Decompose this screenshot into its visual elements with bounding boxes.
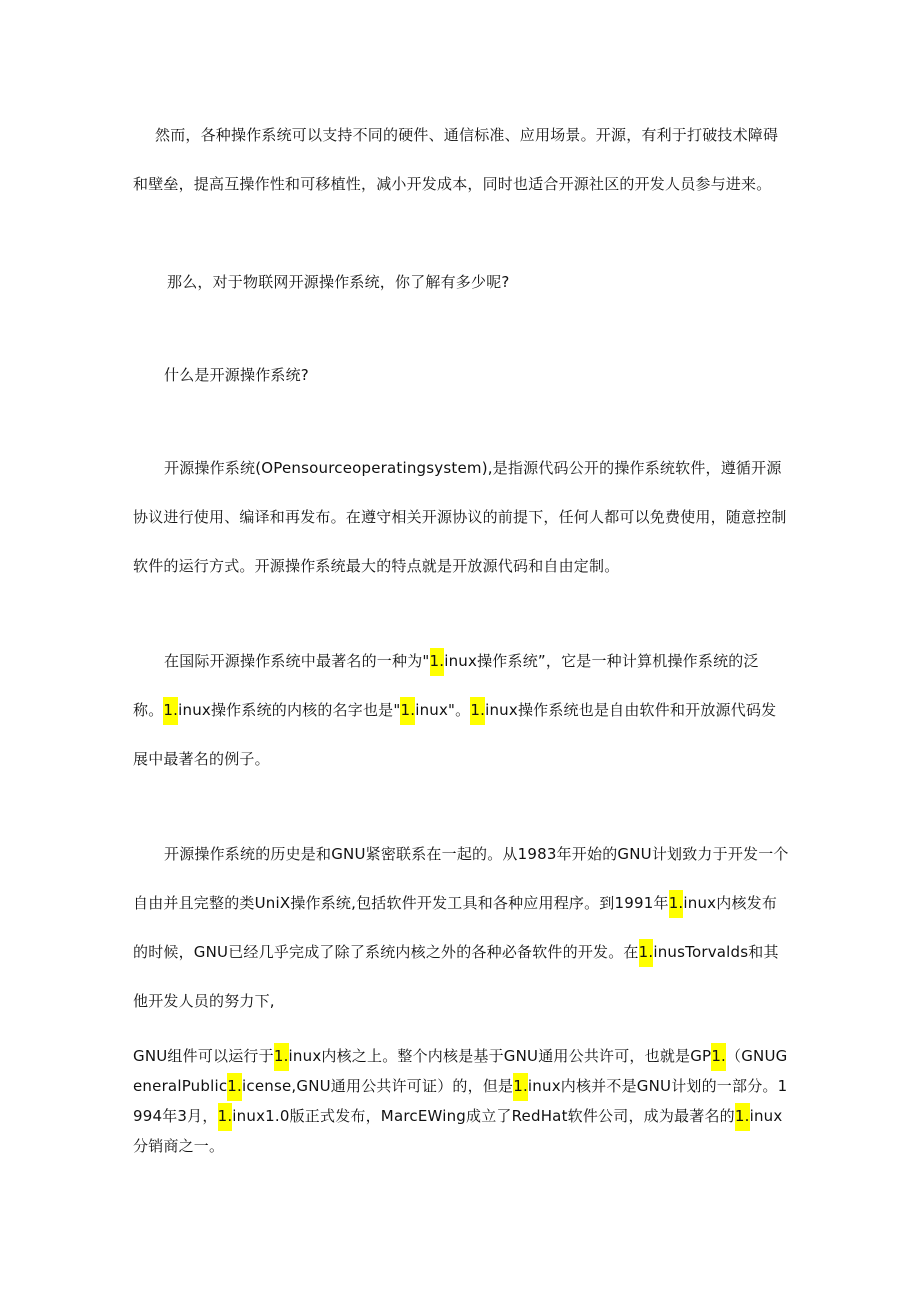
text-segment: inux内核发布的时候，GNU已经几乎完成了除了系统内核之外的各种必备软件的开发。在 (133, 894, 778, 961)
paragraph-gnu-history (133, 830, 789, 1026)
paragraph-open-source-benefits (133, 111, 789, 209)
highlighted-text: 1. (639, 939, 654, 967)
highlighted-text: 1. (430, 648, 445, 676)
highlighted-text: 1. (400, 697, 415, 725)
text-segment: inux内核之上。整个内核是基于GNU通用公共许可，也就是GP (288, 1047, 712, 1065)
paragraph-text: 那么，对于物联网开源操作系统，你了解有多少呢? (167, 273, 510, 291)
highlighted-text: 1. (163, 697, 178, 725)
section-heading-what-is-open-source-os (133, 351, 789, 400)
text-segment: inux1.0版正式发布，MarcEWing成立了RedHat软件公司，成为最著名的 (232, 1107, 735, 1125)
highlighted-text: 1. (227, 1073, 242, 1101)
highlighted-text: 1. (669, 890, 684, 918)
highlighted-text: 1. (470, 697, 485, 725)
paragraph-linux-intro (133, 637, 789, 784)
text-segment: 开源操作系统的历史是和GNU紧密联系在一起的。从1983年开始的GNU计划致力于开发一个自由并且完整的类UniX操作系统,包括软件开发工具和各种应用程序。到1991年 (133, 845, 789, 912)
highlighted-text: 1. (735, 1103, 750, 1131)
paragraph-text: 开源操作系统(OPensourceoperatingsystem),是指源代码公开的操作系统软件，遵循开源协议进行使用、编译和再发布。在遵守相关开源协议的前提下，任何人都可以免费使用，随意控制软件的运行方式。开源操作系统最大的特点就是开放源代码和自由定制。 (133, 459, 787, 575)
text-segment: GNU组件可以运行于 (133, 1047, 274, 1065)
text-segment: 在国际开源操作系统中最著名的一种为" (164, 652, 430, 670)
highlighted-text: 1. (711, 1043, 726, 1071)
paragraph-gnu-license (133, 1041, 789, 1161)
text-segment: inux分销商之一。 (133, 1107, 783, 1155)
text-segment: inux"。 (415, 701, 471, 719)
text-segment: （GNUGeneralPublic (133, 1047, 788, 1095)
highlighted-text: 1. (218, 1103, 233, 1131)
text-segment: inux内核并不是GNU计划的一部分。1994年3月， (133, 1077, 788, 1125)
paragraph-question (133, 258, 789, 307)
text-segment: inux操作系统也是自由软件和开放源代码发展中最著名的例子。 (133, 701, 777, 768)
highlighted-text: 1. (513, 1073, 528, 1101)
text-segment: inux操作系统”，它是一种计算机操作系统的泛称。 (133, 652, 759, 719)
text-segment: inux操作系统的内核的名字也是" (178, 701, 401, 719)
paragraph-text: 什么是开源操作系统? (164, 366, 309, 384)
text-segment: icense,GNU通用公共许可证）的，但是 (242, 1077, 514, 1095)
highlighted-text: 1. (274, 1043, 289, 1071)
paragraph-text: 然而，各种操作系统可以支持不同的硬件、通信标准、应用场景。开源，有利于打破技术障碍和壁垒，提高互操作性和可移植性，减小开发成本，同时也适合开源社区的开发人员参与进来。 (133, 126, 779, 193)
text-segment: inusTorvalds和其他开发人员的努力下, (133, 943, 779, 1010)
paragraph-definition (133, 444, 789, 591)
